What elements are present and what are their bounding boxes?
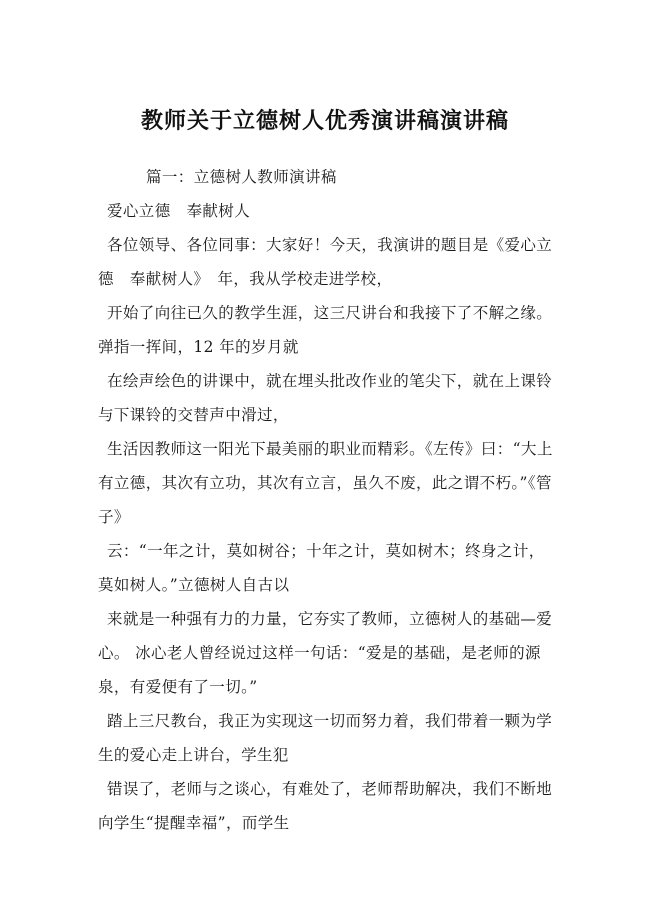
paragraph: 云：“一年之计，莫如树谷；十年之计，莫如树木；终身之计，莫如树人。”立德树人自古以 [98,542,545,594]
paragraph: 错误了，老师与之谈心，有难处了，老师帮助解决，我们不断地向学生“提醒幸福”，而学生 [98,780,553,832]
paragraph: 生活因教师这一阳光下最美丽的职业而精彩。《左传》曰：“大上有立德，其次有立功，其次有立言，虽久不废，此之谓不朽。”《管子》 [98,440,553,526]
document-title: 教师关于立德树人优秀演讲稿演讲稿 [140,109,509,134]
paragraph: 在绘声绘色的讲课中，就在埋头批改作业的笔尖下，就在上课铃与下课铃的交替声中滑过， [98,372,553,424]
paragraph-section-heading: 篇一：立德树人教师演讲稿 [146,168,337,186]
document-body [98,160,560,840]
paragraph: 来就是一种强有力的力量，它夯实了教师，立德树人的基础—爱心。 冰心老人曾经说过这样一句话：“爱是的基础，是老师的源泉，有爱便有了一切。” [98,610,553,696]
paragraph-speech-title: 爱心立德 奉献树人 [107,202,251,220]
paragraph: 开始了向往已久的教学生涯，这三尺讲台和我接下了不解之缘。弹指一挥间，12 年的岁月就 [98,304,553,356]
paragraph: 踏上三尺教台，我正为实现这一切而努力着，我们带着一颗为学生的爱心走上讲台，学生犯 [98,712,553,764]
paragraph: 各位领导、各位同事：大家好！今天，我演讲的题目是《爱心立德 奉献树人》 年，我从学校走进学校， [98,236,553,288]
